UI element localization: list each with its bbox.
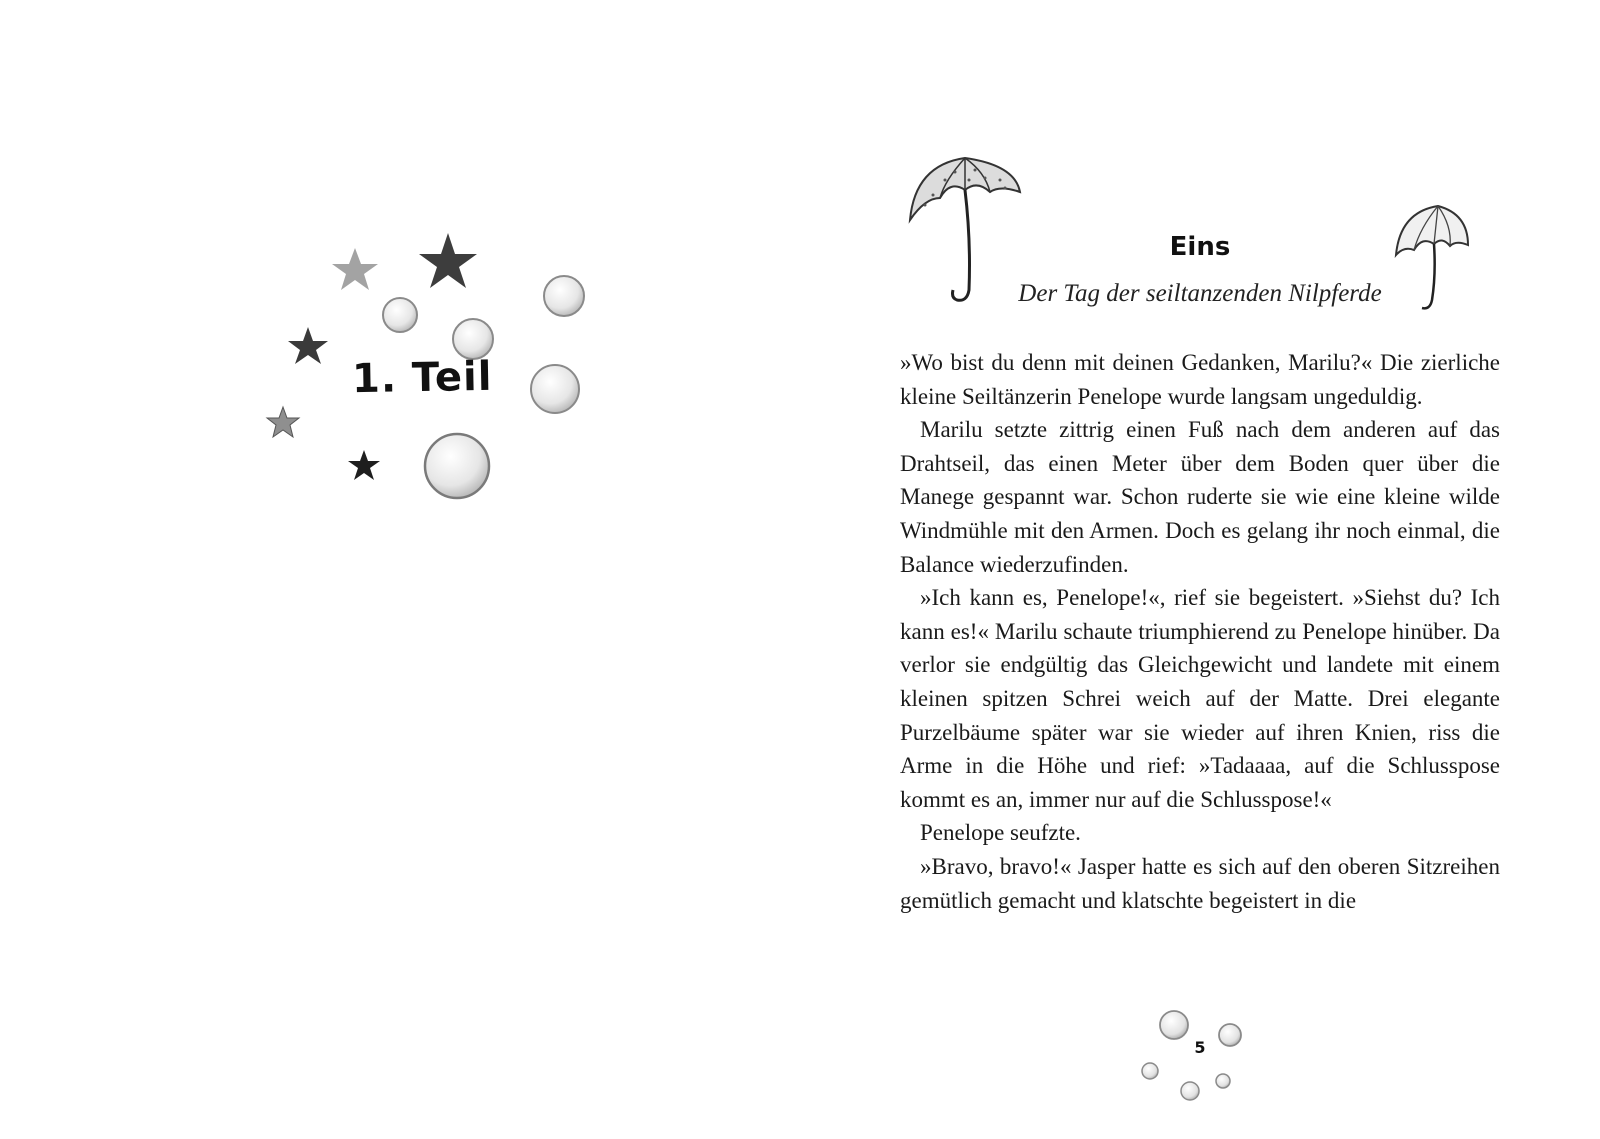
chapter-title: Der Tag der seiltanzenden Nilpferde [1018,280,1382,307]
star-icon [348,450,380,480]
bubble-icon [1142,1063,1158,1079]
star-icon [288,327,328,364]
bubble-icon [383,298,417,332]
bubble-icon [425,434,489,498]
bubble-icon [531,365,579,413]
star-icon [267,407,299,437]
paragraph: Penelope seufzte. [920,820,1081,846]
bubble-icon [1219,1024,1241,1046]
bubble-icon [544,276,584,316]
umbrella-icon [1392,200,1472,315]
bubble-icon [1181,1082,1199,1100]
star-icon [419,233,477,288]
paragraph: »Ich kann es, Penelope!«, rief sie begeistert. »Siehst du? Ich kann es!« Marilu schaute triumphierend zu Penelope hinüber. Da verlor sie endgültig das Gleichgewicht und landete mit einem kleinen spitzen Schrei weich auf der Matte. Drei elegante Purzelbäume später war sie wieder auf ihren Knien, riss die Arme in die Höhe und rief: »Tadaaaa, auf die Schlusspose kommt es an, immer nur auf die Schlusspose!« [900,585,1500,812]
bubble-icon [1216,1074,1230,1088]
chapter-number: Eins [1169,232,1231,262]
part-title: 1. Teil [351,353,493,403]
paragraph: Marilu setzte zittrig einen Fuß nach dem anderen auf das Drahtseil, das einen Meter über dem Boden quer über die Manege gespannt war. Schon ruderte sie wie eine kleine wilde Windmühle mit den Armen. Doch es gelang ihr noch einmal, die Balance wiederzufinden. [900,417,1500,577]
page-number: 5 [1194,1038,1206,1057]
chapter-body-text [900,346,1500,917]
bubble-icon [1160,1011,1188,1039]
stars-bubbles-decoration [0,0,800,600]
star-icon [332,248,378,290]
paragraph: »Wo bist du denn mit deinen Gedanken, Marilu?« Die zierliche kleine Seiltänzerin Penelope wurde langsam ungeduldig. [900,350,1500,409]
paragraph: »Bravo, bravo!« Jasper hatte es sich auf den oberen Sitzreihen gemütlich gemacht und klatschte begeistert in die [900,853,1500,913]
